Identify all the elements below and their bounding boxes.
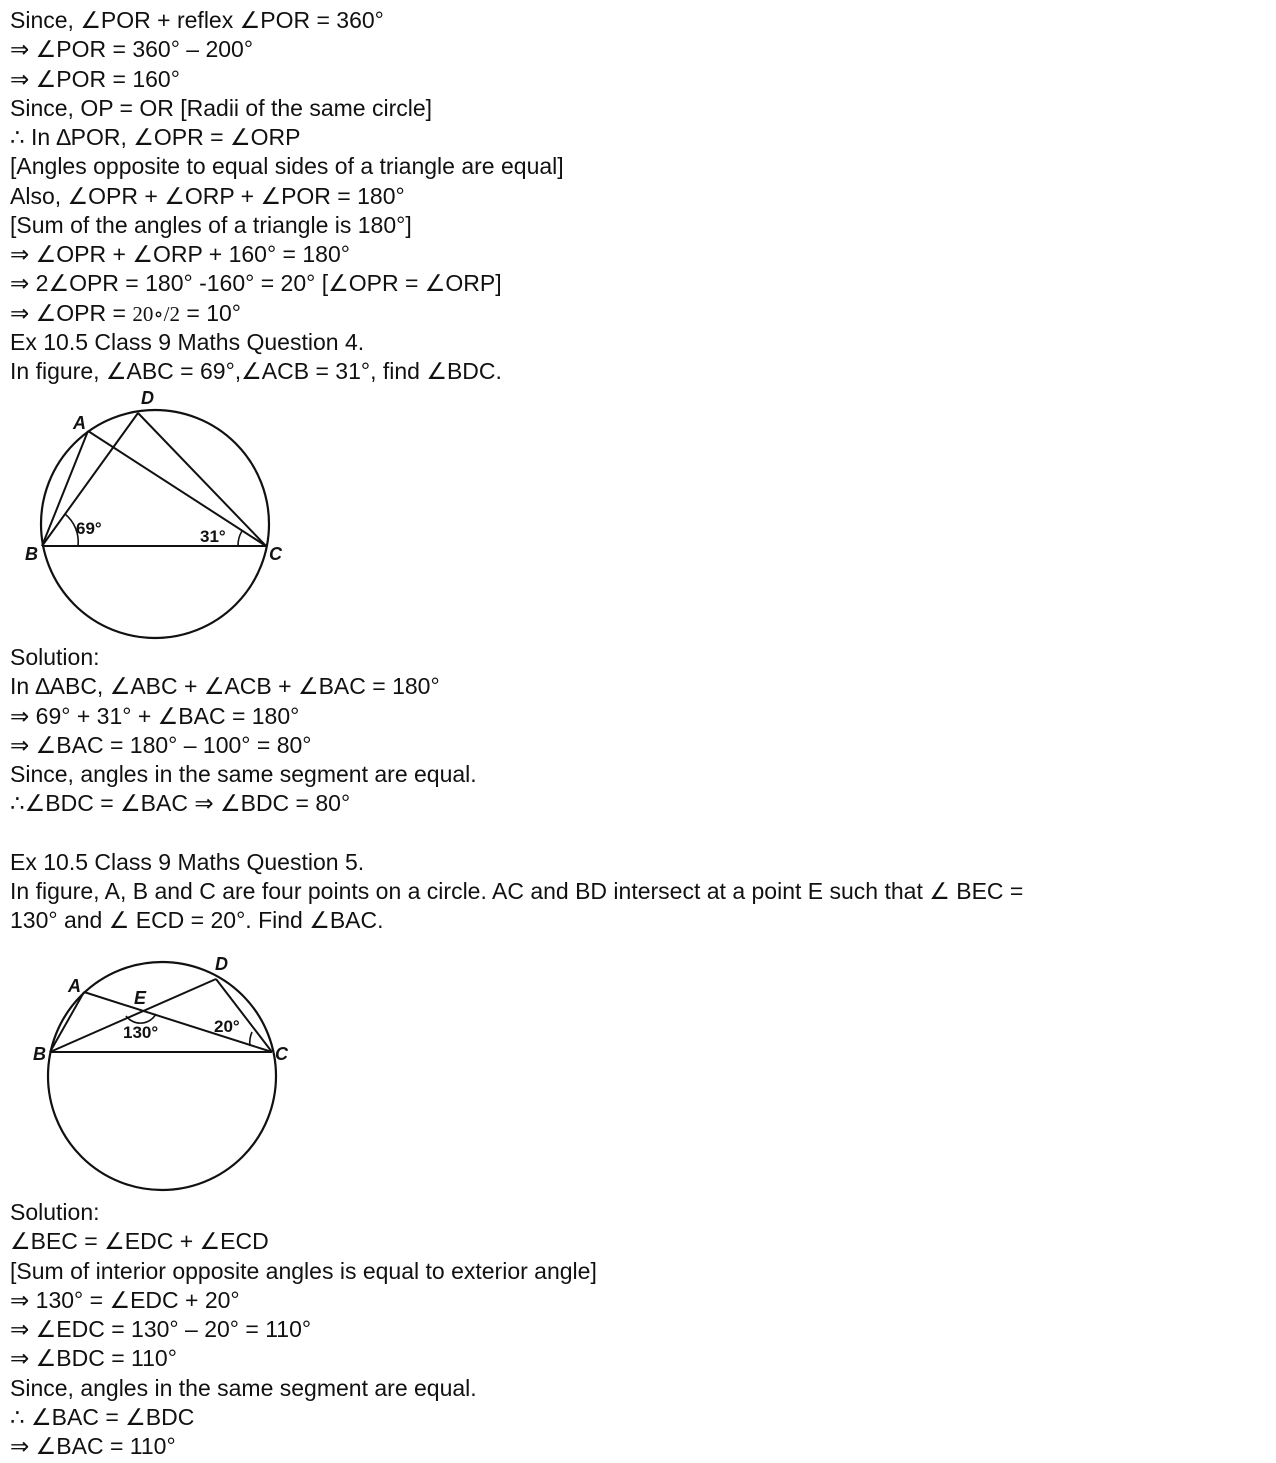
text-line: ∴ ∠BAC = ∠BDC	[10, 1403, 195, 1430]
text-line: [Sum of interior opposite angles is equal to exterior angle]	[10, 1257, 597, 1284]
question-5-text-line-2: 130° and ∠ ECD = 20°. Find ∠BAC.	[10, 907, 384, 934]
question-4-heading: Ex 10.5 Class 9 Maths Question 4.	[10, 328, 365, 355]
blank-line	[10, 819, 1023, 848]
fraction-prefix: ⇒ ∠OPR =	[10, 299, 133, 326]
chord-ba	[50, 992, 84, 1052]
chord-dc	[216, 979, 272, 1052]
solution-q4-block	[10, 643, 1023, 936]
text-line: ⇒ 69° + 31° + ∠BAC = 180°	[10, 702, 300, 729]
point-label-a: A	[68, 976, 81, 996]
text-line: ⇒ ∠BDC = 110°	[10, 1345, 177, 1372]
angle-label-e: 130°	[123, 1023, 159, 1042]
text-line: Since, angles in the same segment are equal.	[10, 761, 477, 787]
text-line: Also, ∠OPR + ∠ORP + ∠POR = 180°	[10, 182, 405, 209]
text-line: Solution:	[10, 644, 100, 670]
point-label-e: E	[134, 988, 147, 1008]
text-line: ⇒ ∠BAC = 110°	[10, 1433, 176, 1459]
chord-ac	[84, 992, 272, 1052]
point-label-d: D	[215, 954, 228, 974]
text-line: ⇒ ∠POR = 360° – 200°	[10, 36, 254, 63]
text-line: ⇒ 2∠OPR = 180° -160° = 20° [∠OPR = ∠ORP]	[10, 270, 502, 297]
point-label-d: D	[141, 388, 154, 408]
text-line: Since, ∠POR + reflex ∠POR = 360°	[10, 7, 384, 33]
text-line: In ∆ABC, ∠ABC + ∠ACB + ∠BAC = 180°	[10, 673, 440, 700]
angle-arc-c	[250, 1032, 252, 1046]
angle-label-b: 69°	[76, 519, 102, 538]
text-line: ⇒ 130° = ∠EDC + 20°	[10, 1286, 240, 1313]
point-label-a: A	[73, 413, 86, 433]
circle-diagram-q4	[20, 384, 300, 644]
text-line: [Angles opposite to equal sides of a triangle are equal]	[10, 153, 564, 180]
figure-question-4	[20, 384, 300, 644]
solution-q5-block	[10, 1198, 597, 1461]
question-5-text-line-1: In figure, A, B and C are four points on a circle. AC and BD intersect at a point E such that ∠ BEC =	[10, 878, 1024, 904]
question-5-heading: Ex 10.5 Class 9 Maths Question 5.	[10, 848, 365, 875]
circle-diagram-q5	[28, 950, 298, 1195]
solution-top-block	[10, 6, 564, 386]
angle-arc-e	[126, 1014, 156, 1023]
figure-question-5	[28, 950, 298, 1195]
point-label-b: B	[33, 1044, 46, 1064]
text-line: ∴ In ∆POR, ∠OPR = ∠ORP	[10, 124, 301, 150]
point-label-c: C	[269, 544, 282, 564]
angle-label-c: 31°	[200, 527, 226, 546]
fraction-suffix: = 10°	[179, 299, 241, 326]
text-line: ⇒ ∠OPR + ∠ORP + 160° = 180°	[10, 241, 350, 267]
text-line: ⇒ ∠EDC = 130° – 20° = 110°	[10, 1316, 312, 1342]
fraction: 20∘/2	[132, 301, 180, 326]
text-line: [Sum of the angles of a triangle is 180°]	[10, 211, 412, 238]
point-label-b: B	[25, 544, 38, 564]
text-line: ∠BEC = ∠EDC + ∠ECD	[10, 1228, 269, 1255]
text-line: Since, OP = OR [Radii of the same circle]	[10, 94, 433, 121]
text-line: ⇒ ∠BAC = 180° – 100° = 80°	[10, 731, 312, 758]
text-line: ∴∠BDC = ∠BAC ⇒ ∠BDC = 80°	[10, 790, 351, 817]
point-label-c: C	[275, 1044, 288, 1064]
text-line: Since, angles in the same segment are equal.	[10, 1374, 477, 1401]
text-line: Solution:	[10, 1199, 100, 1225]
text-line-fraction	[10, 299, 564, 328]
text-line: ⇒ ∠POR = 160°	[10, 65, 180, 92]
question-4-text: In figure, ∠ABC = 69°,∠ACB = 31°, find ∠BDC.	[10, 358, 502, 384]
angle-arc-c	[238, 531, 242, 546]
angle-label-c: 20°	[214, 1017, 240, 1036]
